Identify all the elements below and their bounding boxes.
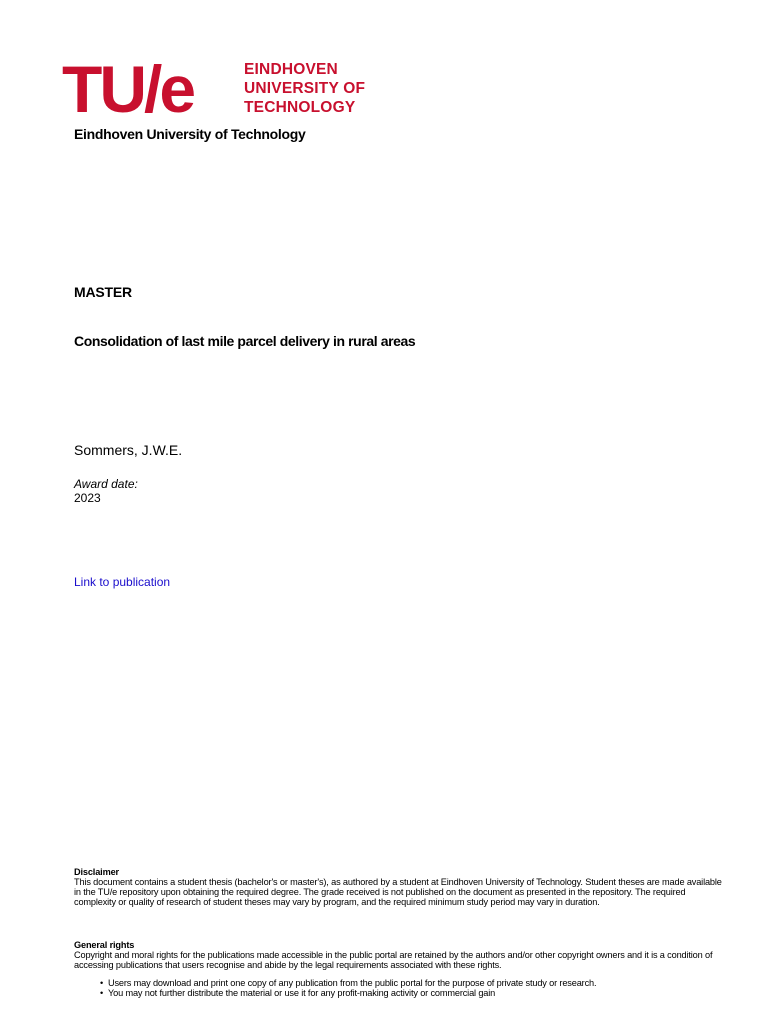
- disclaimer-heading: Disclaimer: [74, 867, 119, 877]
- author: Sommers, J.W.E.: [74, 442, 183, 458]
- logo-wordmark: [244, 60, 365, 117]
- award-date-value: 2023: [74, 491, 101, 505]
- logo-mark: TU/e: [62, 52, 194, 126]
- general-rights-section: [74, 940, 734, 998]
- list-item: • Users may download and print one copy of any publication from the public portal for the purpose of private study or research.: [108, 978, 734, 988]
- logo-line-2: UNIVERSITY OF: [244, 80, 366, 97]
- list-item: • You may not further distribute the material or use it for any profit-making activity or commercial gain: [108, 988, 734, 998]
- document-type: MASTER: [74, 284, 132, 300]
- logo-line-1: EINDHOVEN: [244, 61, 338, 78]
- institution-name: Eindhoven University of Technology: [74, 126, 306, 142]
- award-date-label: Award date:: [74, 477, 138, 491]
- tue-logo: [62, 52, 392, 126]
- disclaimer-body: This document contains a student thesis (bachelor's or master's), as authored by a student at Eindhoven University of Technology. Student theses are made available in the TU/e repository upon obtaining the required degree. The grade received is not published on the document as presented in the repository. The required complexity or quality of research of student theses may vary by program, and the required minimum study period may vary in duration.: [74, 877, 722, 907]
- general-rights-body: Copyright and moral rights for the publications made accessible in the public portal are retained by the authors and/or other copyright owners and it is a condition of accessing publications that users recognise and abide by the legal requirements associated with these rights.: [74, 950, 713, 970]
- disclaimer-section: [74, 867, 724, 907]
- link-to-publication[interactable]: Link to publication: [74, 575, 171, 589]
- general-rights-list: [74, 978, 734, 998]
- general-rights-heading: General rights: [74, 940, 135, 950]
- logo-line-3: TECHNOLOGY: [244, 99, 356, 116]
- document-title: Consolidation of last mile parcel delivery in rural areas: [74, 333, 416, 349]
